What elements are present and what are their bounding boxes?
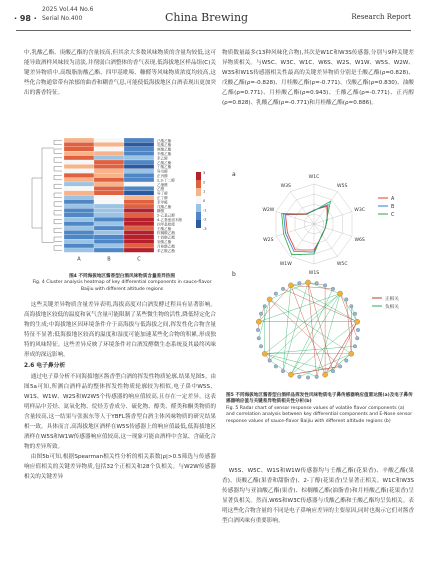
row-label: 正丙醇	[157, 174, 168, 178]
heatmap-cell	[124, 160, 154, 164]
row-label: 十四酸乙酯	[157, 235, 175, 240]
heatmap-cell	[94, 173, 124, 177]
volume-info: 2025 Vol.44 No.6	[42, 6, 94, 13]
heatmap-cell	[124, 151, 154, 155]
row-label: 乳酸乙酯	[157, 143, 172, 148]
dendrogram-branch	[42, 148, 54, 242]
row-label: 癸酸乙酯	[157, 240, 172, 244]
compound-node	[256, 328, 260, 332]
correlation-edge	[291, 285, 357, 321]
legend-label: B	[391, 205, 395, 210]
heatmap-cell	[94, 151, 124, 155]
radar-axis-label: W2W	[262, 208, 275, 214]
heatmap-cell	[64, 182, 94, 186]
heatmap-cell	[94, 182, 124, 186]
heatmap-cell	[64, 164, 94, 168]
fig5-caption-en: Fig. 5 Radar chart of sensor response values of volatile flavor components (a) and correlation analysis between key differential components and E-Nose sensor response values of sauce-flavor Baijiu with different altitude regions (b)	[226, 405, 413, 424]
heatmap-cell	[94, 160, 124, 164]
compound-node	[331, 369, 335, 373]
heatmap-cell	[94, 222, 124, 226]
heatmap-cell	[64, 200, 94, 204]
heatmap-cell	[94, 156, 124, 160]
page-header	[0, 0, 427, 40]
correlation-edge	[291, 322, 357, 375]
radar-series-line	[284, 205, 329, 252]
radar-axis-label: W1C	[308, 175, 320, 180]
row-label: 乙酸乙酯	[157, 160, 172, 165]
heatmap-cell	[124, 156, 154, 160]
heatmap-cell	[94, 191, 124, 195]
fig4-caption-cn: 图4 不同海拔地区酱香型白酒风味物质含量差异热图	[69, 274, 175, 279]
compound-node	[259, 344, 263, 348]
row-label: 己酸乙酯	[157, 138, 172, 143]
heatmap-cell	[64, 186, 94, 190]
group-label: C	[137, 256, 141, 263]
dendrogram-branch	[54, 149, 62, 153]
row-label: 戊酸乙酯	[157, 204, 172, 209]
radar-axis-label: W1S	[308, 271, 320, 276]
row-label: 苯乙酸乙酯	[157, 248, 175, 253]
heatmap-cell	[64, 147, 94, 151]
heatmap-cell	[64, 248, 94, 252]
dendrogram-branch	[54, 158, 62, 162]
sensor-node	[262, 351, 267, 356]
heatmap-cell	[64, 226, 94, 230]
sensor-node	[305, 280, 310, 285]
sensor-node	[349, 351, 354, 356]
fig5-caption	[226, 393, 414, 425]
heatmap-cell	[94, 239, 124, 243]
legend-label: A	[391, 197, 395, 202]
heatmap-cell	[94, 164, 124, 168]
serial-number: Serial No.400	[42, 15, 83, 22]
scale-swatch	[196, 204, 201, 212]
radar-axis	[314, 224, 338, 256]
row-label: 月桂酸乙酯	[157, 244, 175, 249]
heatmap-cell	[94, 226, 124, 230]
paragraph: 通过电子鼻分析不同海拔地区酱香型白酒的挥发性物质轮廓,结果见图5。由图5a可知,所测白酒样品的整体挥发性物质轮廓较为相似,电子鼻中W5S、W1S、W1W、W2S和W2W5个传感器的响应值较高,且存在一定差异。这表明样品中芳烃、氮氧化物、烷烃芳香成分、硫化物、醇类、醛类和酮类物质的含量较高,这一结果与张振东等人于YBFL酱香型白酒主体风味物质的研究结果相一致。具体而言,高海拔地区酒样在W5S传感器上的响应值最低,低海拔地区酒样在W5S和W1W传感器响应值较高,这一现象可能由酒样中含氮、含硫化合物的差异所致。	[24, 374, 216, 450]
compound-node	[345, 359, 349, 363]
group-label: B	[107, 256, 111, 263]
radar-series-line	[286, 206, 328, 250]
heatmap-cell	[94, 235, 124, 239]
dendrogram-branch	[54, 184, 62, 188]
compound-node	[298, 281, 302, 285]
dendrogram-branch	[32, 178, 42, 228]
fig4-caption	[28, 274, 216, 293]
heatmap-cell	[94, 142, 124, 146]
sensor-node	[288, 283, 293, 288]
fig4-caption-en: Fig. 4 Cluster analysis heatmap of key differential components in sauce-flavor Baijiu with different altitude regions	[32, 280, 212, 292]
compound-node	[281, 369, 285, 373]
correlation-edge	[340, 294, 357, 339]
heatmap-cell	[124, 164, 154, 168]
heatmap-cell	[64, 173, 94, 177]
radar-series-line	[282, 201, 331, 254]
heatmap-cell	[64, 230, 94, 234]
heatmap-cell	[94, 213, 124, 217]
heatmap-cell	[64, 195, 94, 199]
dendrogram-branch	[54, 140, 62, 144]
scale-tick: -1	[203, 208, 207, 213]
compound-node	[355, 336, 359, 340]
heatmap-cell	[94, 195, 124, 199]
dendrogram-branch	[54, 228, 62, 232]
heatmap-cell	[124, 208, 154, 212]
dendrogram-branch	[54, 219, 62, 223]
scale-swatch	[196, 212, 201, 220]
compound-node	[281, 287, 285, 291]
legend-label: C	[391, 213, 395, 218]
row-label: 糠醛	[157, 209, 165, 214]
heatmap-cell	[124, 178, 154, 182]
scale-swatch	[196, 220, 201, 228]
heatmap-cell	[64, 169, 94, 173]
heatmap-cell	[124, 244, 154, 248]
heatmap-cell	[64, 235, 94, 239]
section-title: Research Report	[351, 13, 411, 21]
compound-node	[353, 312, 357, 316]
heatmap-cell	[94, 208, 124, 212]
heatmap-cell	[124, 200, 154, 204]
sensor-node	[338, 291, 343, 296]
heatmap-cell	[94, 217, 124, 221]
sensor-node	[323, 372, 328, 377]
compound-node	[259, 312, 263, 316]
heatmap-cell	[124, 169, 154, 173]
scale-swatch	[196, 196, 201, 204]
heatmap-cell	[94, 147, 124, 151]
row-label: 4-乙基愈创木酚	[157, 218, 183, 222]
heatmap-cell	[124, 239, 154, 243]
dendrogram-branch	[54, 193, 62, 197]
heatmap-cell	[124, 138, 154, 142]
heatmap-cell	[64, 239, 94, 243]
left-top-text	[24, 48, 216, 98]
sensor-node	[256, 319, 261, 324]
heatmap-cell	[124, 182, 154, 186]
paragraph: W5S、W5C、W1S和W1W传感器均与壬酸乙酯(花果香)、辛酸乙酯(果香)、庚酸乙酯(果香和甜脂香)、2-丁醇(花果香)呈显著正相关。W1C和W3S传感器均与亚油酸乙酯(果香)、棕榈酸乙酯(油脂香)和月桂酸乙酯(花果香)呈显著负相关。然而,W6S和W3C传感器与戊酸乙酯和壬酸乙酯均呈负相关。表明这些化合物含量的不同是电子鼻响应差异的主要原因,同时也揭示它们对酱香型白酒风味有重要影响。	[222, 468, 414, 524]
radar-axis	[290, 192, 314, 224]
heatmap-cell	[124, 195, 154, 199]
radar-axis	[314, 192, 338, 224]
legend-label: 正相关	[385, 297, 399, 302]
scale-tick: 0	[203, 199, 206, 203]
paragraph: 中,乳酸乙酯、庚酸乙酯的含量较高,但其余大多数风味物质的含量均较低,这可能导致酒样风味较为清淡,并削弱白酒整体的香气表现,低海拔地区样品组(C)关键差异物质中,高级脂肪酸乙酯、四甲基吡嗪、糠醛等风味物质浓度均较高,这些化合物通常带有浓郁的曲香和糊香气息,可能使低海拔地区白酒表现出更加突出的酱香特征。	[24, 50, 216, 96]
row-label: 异丁醇	[157, 191, 168, 196]
heatmap-cell	[64, 244, 94, 248]
heatmap-cell	[94, 244, 124, 248]
sensor-node	[288, 372, 293, 377]
heatmap-cell	[124, 217, 154, 221]
left-bottom-text	[24, 300, 216, 482]
row-label: 异戊醇	[157, 169, 168, 174]
heatmap-cell	[64, 208, 94, 212]
compound-node	[257, 336, 261, 340]
row-label: 2-乙基己醇	[157, 213, 175, 218]
compound-node	[268, 359, 272, 363]
heatmap-cell	[124, 248, 154, 252]
right-bottom-text	[222, 466, 414, 526]
heatmap-cell	[94, 230, 124, 234]
radar-axis-label: W2S	[263, 237, 274, 243]
heatmap-cell	[124, 222, 154, 226]
scale-swatch	[196, 172, 201, 180]
heatmap-cell	[64, 156, 94, 160]
header-rule	[16, 30, 411, 31]
correlation-network	[222, 268, 414, 393]
page-number: · 98 ·	[14, 14, 37, 23]
radar-chart	[222, 168, 414, 276]
heatmap-cell	[94, 169, 124, 173]
row-label: 2,3-丁二醇	[157, 178, 175, 183]
heatmap-cell	[94, 178, 124, 182]
scale-tick: -3	[203, 227, 207, 231]
panel-label: b	[232, 271, 236, 278]
heatmap-cell	[94, 248, 124, 252]
row-label: 乙醛	[157, 187, 165, 192]
paragraph: 物质数量最多(13种风味化合物),其次是W1C和W3S传感器,分别与9种关键差异物质相关。与W5C、W3C、W1C、W6S、W2S、W1W、W5S、W2W、W3S和W1S传感器相关性最高的关键差异物质分别是壬酸乙酯(ρ=0.828)、戊酸乙酯(ρ=-0.828)、月桂酸乙酯(ρ=-0.771)、戊酸乙酯(ρ=0.830)、油酸乙酯(ρ=0.771)、月桂酸乙酯(ρ=0.943)、壬酸乙酯(ρ=-0.771)、正丙醇(ρ=0.828)、乳酸乙酯(ρ=-0.771)和月桂酸乙酯(ρ=0.886)。	[222, 50, 414, 106]
row-label: 乙缩醛	[157, 182, 168, 187]
compound-node	[350, 304, 354, 308]
row-label: 苯乙醇	[157, 156, 168, 161]
compound-node	[345, 298, 349, 302]
heatmap-cell	[64, 222, 94, 226]
compound-node	[274, 292, 278, 296]
heatmap-cell	[64, 142, 94, 146]
dendrogram-branch	[54, 237, 62, 241]
heatmap-cell	[94, 138, 124, 142]
section-heading: 2.6 电子鼻分析	[24, 363, 66, 369]
heatmap-cell	[64, 191, 94, 195]
heatmap-cell	[64, 204, 94, 208]
dendrogram-branch	[54, 167, 62, 171]
dendrogram-branch	[54, 202, 62, 206]
scale-tick: 3	[203, 171, 206, 175]
heatmap-cell	[94, 200, 124, 204]
heatmap-cell	[124, 142, 154, 146]
dendrogram-branch	[54, 211, 62, 215]
scale-swatch	[196, 188, 201, 196]
compound-node	[298, 375, 302, 379]
heatmap-cell	[124, 213, 154, 217]
heatmap-cell	[64, 160, 94, 164]
row-label: 正丁醇	[157, 196, 168, 200]
group-label: A	[77, 256, 81, 263]
radar-axis-label: W5C	[336, 261, 348, 267]
sensor-node	[267, 297, 272, 302]
heatmap-cell	[64, 151, 94, 155]
paragraph: 这些关键差异物质含量差异表明,海拔高度对白酒发酵过程具有显著影响。高海拔地区较低的温度和氧气含量可能限制了某些微生物的活性,降低特定化合物的生成;中海拔地区因环境条件介于高海拔与低海拔之间,挥发性化合物含量特征不显著;低海拔地区较高的温度和湿度可能加速某些化合物的积累,形成独特的风味特征。这些差异反映了环境条件对白酒发酵微生态系统及其最终风味形成的深远影响。	[24, 302, 216, 358]
row-label: 庚酸乙酯	[157, 147, 172, 152]
radar-axis-label: W5S	[337, 184, 348, 190]
correlation-edge	[283, 285, 291, 371]
heatmap-cell	[124, 186, 154, 190]
row-label: 壬酸乙酯	[157, 226, 172, 231]
heatmap-cell	[124, 204, 154, 208]
heatmap-cell	[124, 173, 154, 177]
row-label: 棕榈酸乙酯	[157, 231, 175, 236]
compound-node	[306, 376, 310, 380]
compound-node	[331, 287, 335, 291]
compound-node	[263, 304, 267, 308]
right-top-text	[222, 48, 414, 108]
heatmap-cell	[64, 138, 94, 142]
row-label: 丁酸乙酯	[157, 165, 172, 170]
heatmap-cell	[94, 186, 124, 190]
correlation-edge	[340, 294, 357, 322]
heatmap-cell	[64, 213, 94, 217]
radar-axis-label: W3C	[354, 208, 365, 214]
fig5-caption-cn: 图5 不同海拔地区酱香型白酒样品挥发性风味物质电子鼻传感器响应值雷达图(a)及电子鼻传感器响应值与关键差异物质相关性分析(b)	[226, 393, 413, 405]
radar-axis-label: W3S	[280, 184, 291, 190]
heatmap-cell	[124, 191, 154, 195]
dendrogram-branch	[54, 175, 62, 179]
scale-tick: -2	[203, 217, 207, 222]
compound-node	[353, 344, 357, 348]
row-label: 辛酸乙酯	[157, 152, 172, 156]
dendrogram-branch	[54, 246, 62, 250]
radar-axis-label: W1W	[279, 261, 292, 267]
correlation-edge	[283, 283, 308, 372]
compound-node	[315, 375, 319, 379]
panel-label: a	[232, 171, 236, 178]
radar-axis-label: W6S	[354, 237, 365, 243]
heatmap-cell	[124, 226, 154, 230]
heatmap-cell	[64, 217, 94, 221]
heatmap-cell	[94, 204, 124, 208]
compound-node	[323, 284, 327, 288]
scale-tick: 1	[203, 189, 206, 194]
correlation-edge	[270, 361, 291, 375]
heatmap-cell	[124, 230, 154, 234]
sensor-node	[355, 319, 360, 324]
compound-node	[315, 281, 319, 285]
scale-swatch	[196, 180, 201, 188]
scale-tick: 2	[203, 180, 206, 185]
heatmap-cell	[124, 235, 154, 239]
row-label: 四甲基吡嗪	[157, 222, 175, 227]
compound-node	[338, 365, 342, 369]
compound-node	[274, 365, 278, 369]
heatmap-cell	[64, 178, 94, 182]
heatmap-cell	[124, 147, 154, 151]
paragraph: 由图5b可知,根据Spearman相关性分析的相关系数|ρ|>0.5筛选与传感器响应值相关的关键差异物质,包括32个正相关和28个负相关。与W2W传感器相关的关键差异	[24, 454, 216, 480]
legend-label: 负相关	[385, 305, 399, 310]
row-label: 苯甲醛	[157, 200, 168, 205]
compound-node	[356, 328, 360, 332]
heatmap-figure	[24, 132, 220, 272]
journal-title: China Brewing	[165, 11, 249, 24]
